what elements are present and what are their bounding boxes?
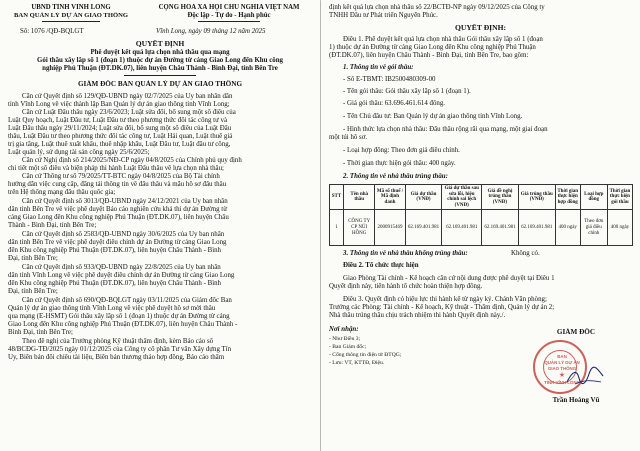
body-line: Luật Đấu thầu ngày 29/11/2024; Luật sửa đổi, bổ sung một số điều của Luật Đấu [8,125,232,132]
stamp-text: QUẢN LÝ DỰ ÁN [544,360,580,365]
motto-underline [198,21,260,22]
body-line: Căn cứ Quyết định số 2583/QĐ-UBND ngày 30/6/2025 của Ủy ban nhân [22,231,225,238]
agency-name: BAN QUẢN LÝ DỰ ÁN GIAO THÔNG [14,12,128,19]
recipient-item: - Ban Giám đốc; [329,344,367,350]
body-line: Bình Đại, tỉnh Bến Tre; [8,329,73,336]
subject-line: nghiệp Phú Thuận (ĐT.DK.07), liên huyện Châu Thành - Bình Đại, tỉnh Bến Tre [42,65,278,72]
recipient-item: - Cổng thông tin điện tử ĐTQG; [329,352,402,358]
body-line: Căn cứ Quyết định số 3013/QĐ-UBND ngày 24/12/2021 của Ủy ban nhân [22,198,228,205]
stamp-text: GIAO THÔNG [547,366,577,371]
table-cell: 400 ngày [555,210,580,246]
table-header-row [330,185,633,210]
body-line: 48/BCĐG-TĐ/2025 ngày 01/12/2025 của Công ty cổ phần Tư vấn Xây dựng Tín [8,346,232,353]
package-info-line: - Loại hợp đồng: Theo đơn giá điều chỉnh. [343,147,460,154]
table-cell: 62.169.401.981 [442,210,482,246]
table-cell: 62.169.401.981 [482,210,519,246]
article-2-line: Giao Phòng Tài chính - Kế hoạch căn cứ nội dung được phê duyệt tại Điều 1 [343,275,555,282]
recipient-item: - Như Điều 3; [329,336,361,342]
body-line: dân tỉnh Bến Tre về việc phê duyệt Báo cáo nghiên cứu khả thi dự án Đường từ [8,206,227,213]
body-line: Giao Long đến Khu công nghiệp Phú Thuận (ĐT.DK.07), liên huyện Châu Thành - [8,321,238,328]
table-header-cell: Mã số thuế / Mã định danh [375,185,405,210]
article-2-line: Điều 2. Tổ chức thực hiện [343,262,419,269]
stamp-star-icon: ★ [558,371,566,379]
signer-title: GIÁM ĐỐC [556,328,596,336]
package-info-line: - Hình thức lựa chọn nhà thầu: Đấu thầu rộng rãi qua mạng, một giai đoạn [343,126,548,133]
section-package-info-title: 1. Thông tin về gói thầu: [343,64,414,71]
body-line: Đại, tỉnh Bến Tre; [8,288,58,295]
article-1-line: Điều 1. Phê duyệt kết quả lựa chọn nhà thầu Gói thầu xây lắp số 1 (đoạn [343,36,543,43]
body-line: Đại, tỉnh Bến Tre; [8,255,58,262]
subject-line: Gói thầu xây lắp số 1 (đoạn 1) thuộc dự án Đường từ cảng Giao Long đến Khu công [37,57,283,64]
body-line: Căn cứ Nghị định số 214/2025/NĐ-CP ngày 04/8/2025 của Chính phủ quy định [22,157,242,164]
body-line: Căn cứ Quyết định số 690/QĐ-BQLGT ngày 03/11/2025 của Giám đốc Ban [22,297,232,304]
package-info-line: - Thời gian thực hiện gói thầu: 400 ngày. [343,160,456,167]
table-header-cell: Thời gian thực hiện gói thầu [607,185,632,210]
table-header-cell: Giá đề nghị trúng thầu (VNĐ) [482,185,519,210]
body-line: dân tỉnh Bến Tre về việc phê duyệt điều chỉnh dự án Đường từ cảng Giao Long [8,239,227,246]
issuing-authority: GIÁM ĐỐC BAN QUẢN LÝ DỰ ÁN GIAO THÔNG [77,80,243,88]
table-cell: 2000915469 [375,210,405,246]
article-1-line: 1) thuộc dự án Đường từ cảng Giao Long đến Khu công nghiệp Phú Thuận [329,44,536,51]
article-1-line: (ĐT.DK.07), liên huyện Châu Thành - Bình Đại, tỉnh Bến Tre, bao gồm: [329,52,529,59]
article-3-line: Điều 3. Quyết định có hiệu lực thi hành kể từ ngày ký. Chánh Văn phòng; [343,296,547,303]
table-header-cell: STT [330,185,344,210]
winning-bidder-table [329,184,633,246]
body-line: tỉnh Vĩnh Long về việc thành lập Ban Quản lý dự án giao thông tỉnh Vĩnh Long; [8,101,230,108]
section-winner-title: 2. Thông tin về nhà thầu trúng thầu: [343,173,448,180]
body-line: Quản lý dự án giao thông tỉnh Vĩnh Long về việc phê duyệt hồ sơ mời thầu [8,305,216,312]
place-date: Vĩnh Long, ngày 09 tháng 12 năm 2025 [156,28,266,35]
table-header-cell: Giá dự thầu (VNĐ) [405,185,442,210]
package-info-line: - Giá gói thầu: 63.696.461.614 đồng. [343,100,446,107]
stamp-text: TỈNH VĨNH LONG [544,380,580,385]
table-header-cell: Tên nhà thầu [344,185,375,210]
table-row [330,210,633,246]
recipient-item: - Lưu: VT, KTTĐ, Điệu. [329,360,385,366]
table-cell: 400 ngày [607,210,632,246]
body-line: Theo đề nghị của Trưởng phòng Kỹ thuật thẩm định, kèm Báo cáo số [22,338,214,345]
package-info-line: - Tên gói thầu: Gói thầu xây lắp số 1 (đoạn 1). [343,88,471,95]
table-header-cell: Loại hợp đồng [580,185,607,210]
table-cell: 1 [330,210,344,246]
body-line: định kết quả lựa chọn nhà thầu số 22/BCTĐ-NP ngày 09/12/2025 của Công ty [329,4,545,11]
body-line: TNHH Đầu tư Phát triển Nguyễn Phúc. [329,12,438,19]
body-line: Luật quản lý, sử dụng tài sản công ngày 25/6/2025; [8,149,150,156]
package-info-line: - Số E-TBMT: IB2500480309-00 [343,76,436,83]
losing-bidders-value: Không có. [511,250,540,257]
article-3-line: Nhà thầu trúng thầu chịu trách nhiệm thi hành Quyết định này./. [329,312,506,319]
table-cell: 62.169.401.981 [405,210,442,246]
agency-underline [42,21,100,22]
body-line: Căn cứ Luật Đấu thầu ngày 23/6/2023; Luật sửa đổi, bổ sung một số điều của [22,109,236,116]
table-cell: CÔNG TY CP NÚI HỒNG [344,210,375,246]
handwritten-signature [565,366,605,388]
body-line: Luật Quy hoạch, Luật Đầu tư, Luật Đầu tư theo phương thức đối tác công tư và [8,117,228,124]
body-line: Thành - Bình Đại, tỉnh Bến Tre; [8,222,97,229]
table-header-cell: Giá trúng thầu (VNĐ) [518,185,555,210]
body-line: Uy, Biên bản đối chiếu tài liệu, Biên bản thương thảo hợp đồng, Báo cáo thẩm [8,354,225,361]
body-line: Căn cứ Thông tư số 79/2025/TT-BTC ngày 04/8/2025 của Bộ Tài chính [22,173,220,180]
national-motto: Độc lập - Tự do - Hạnh phúc [187,12,271,19]
body-line: thầu, Luật Đầu tư theo phương thức đối tác công tư, Luật Hải quan, Luật thuế giá [8,133,233,140]
package-info-line: - Tên Chủ đầu tư: Ban Quản lý dự án giao thông tỉnh Vĩnh Long. [343,113,523,120]
body-line: cảng Giao Long đến Khu công nghiệp Phú Thuận (ĐT.DK.07), liên huyện Châu [8,214,229,221]
body-line: Căn cứ Quyết định số 129/QĐ-UBND ngày 02/7/2025 của Ủy ban nhân dân [22,93,233,100]
body-line: Căn cứ Quyết định số 933/QĐ-UBND ngày 22/8/2025 của Ủy ban nhân [22,264,221,271]
decision-heading: QUYẾT ĐỊNH: [454,24,507,32]
body-line: qua mạng (E-HSMT) Gói thầu xây lắp số 1 (đoạn 1) thuộc dự án Đường từ cảng [8,313,230,320]
subject-line: Phê duyệt kết quả lựa chọn nhà thầu qua mạng [90,49,230,56]
package-info-line: một túi hồ sơ. [329,134,368,141]
body-line: đến Khu công nghiệp Phú Thuận (ĐT.DK.07), liên huyện Châu Thành - Bình [8,280,222,287]
agency-parent: UBND TỈNH VĨNH LONG [31,4,111,11]
recipients-title: Nơi nhận: [329,326,359,333]
body-line: trên Hệ thống mạng đấu thầu quốc gia; [8,189,116,196]
signer-name: Trần Hoàng Vũ [552,396,600,404]
article-2-line: Quyết định này, tiến hành tổ chức hoàn thiện hợp đồng. [329,283,483,290]
body-line: hướng dẫn việc cung cấp, đăng tải thông tin về đấu thầu và mẫu hồ sơ đấu thầu [8,181,227,188]
stamp-text: BAN [557,354,567,359]
table-cell: Theo đơn giá điều chỉnh [580,210,607,246]
body-line: dân tỉnh Vĩnh Long về việc phê duyệt điều chỉnh dự án Đường từ cảng Giao Long [8,272,235,279]
body-line: đến Khu công nghiệp Phú Thuận (ĐT.DK.07), liên huyện Châu Thành - Bình [8,247,222,254]
subject-underline [124,75,196,76]
decision-page-2 [321,0,640,451]
body-line: chi tiết một số điều và biện pháp thi hành Luật Đấu thầu về lựa chọn nhà thầu; [8,165,224,172]
country-name: CỘNG HÒA XÃ HỘI CHỦ NGHĨA VIỆT NAM [158,4,300,11]
body-line: trị gia tăng, Luật thuế xuất khẩu, thuế nhập khẩu, Luật Đầu tư, Luật đầu tư công, [8,141,231,148]
section-losing-bidders-title: 3. Thông tin về nhà thầu không trúng thầu: [343,250,468,257]
table-header-cell: Giá dự thầu sau sửa lỗi, hiệu chỉnh sai lệch (VNĐ) [442,185,482,210]
table-cell: 62.169.401.981 [518,210,555,246]
document-number: Số: 1076 /QĐ-BQLGT [20,28,84,35]
table-header-cell: Thời gian thực hiện hợp đồng [555,185,580,210]
document-title: QUYẾT ĐỊNH [135,40,185,48]
article-3-line: Trưởng các Phòng: Tài chính - Kế hoạch, Kỹ thuật - Thẩm định, Quản lý dự án 2; [329,304,555,311]
